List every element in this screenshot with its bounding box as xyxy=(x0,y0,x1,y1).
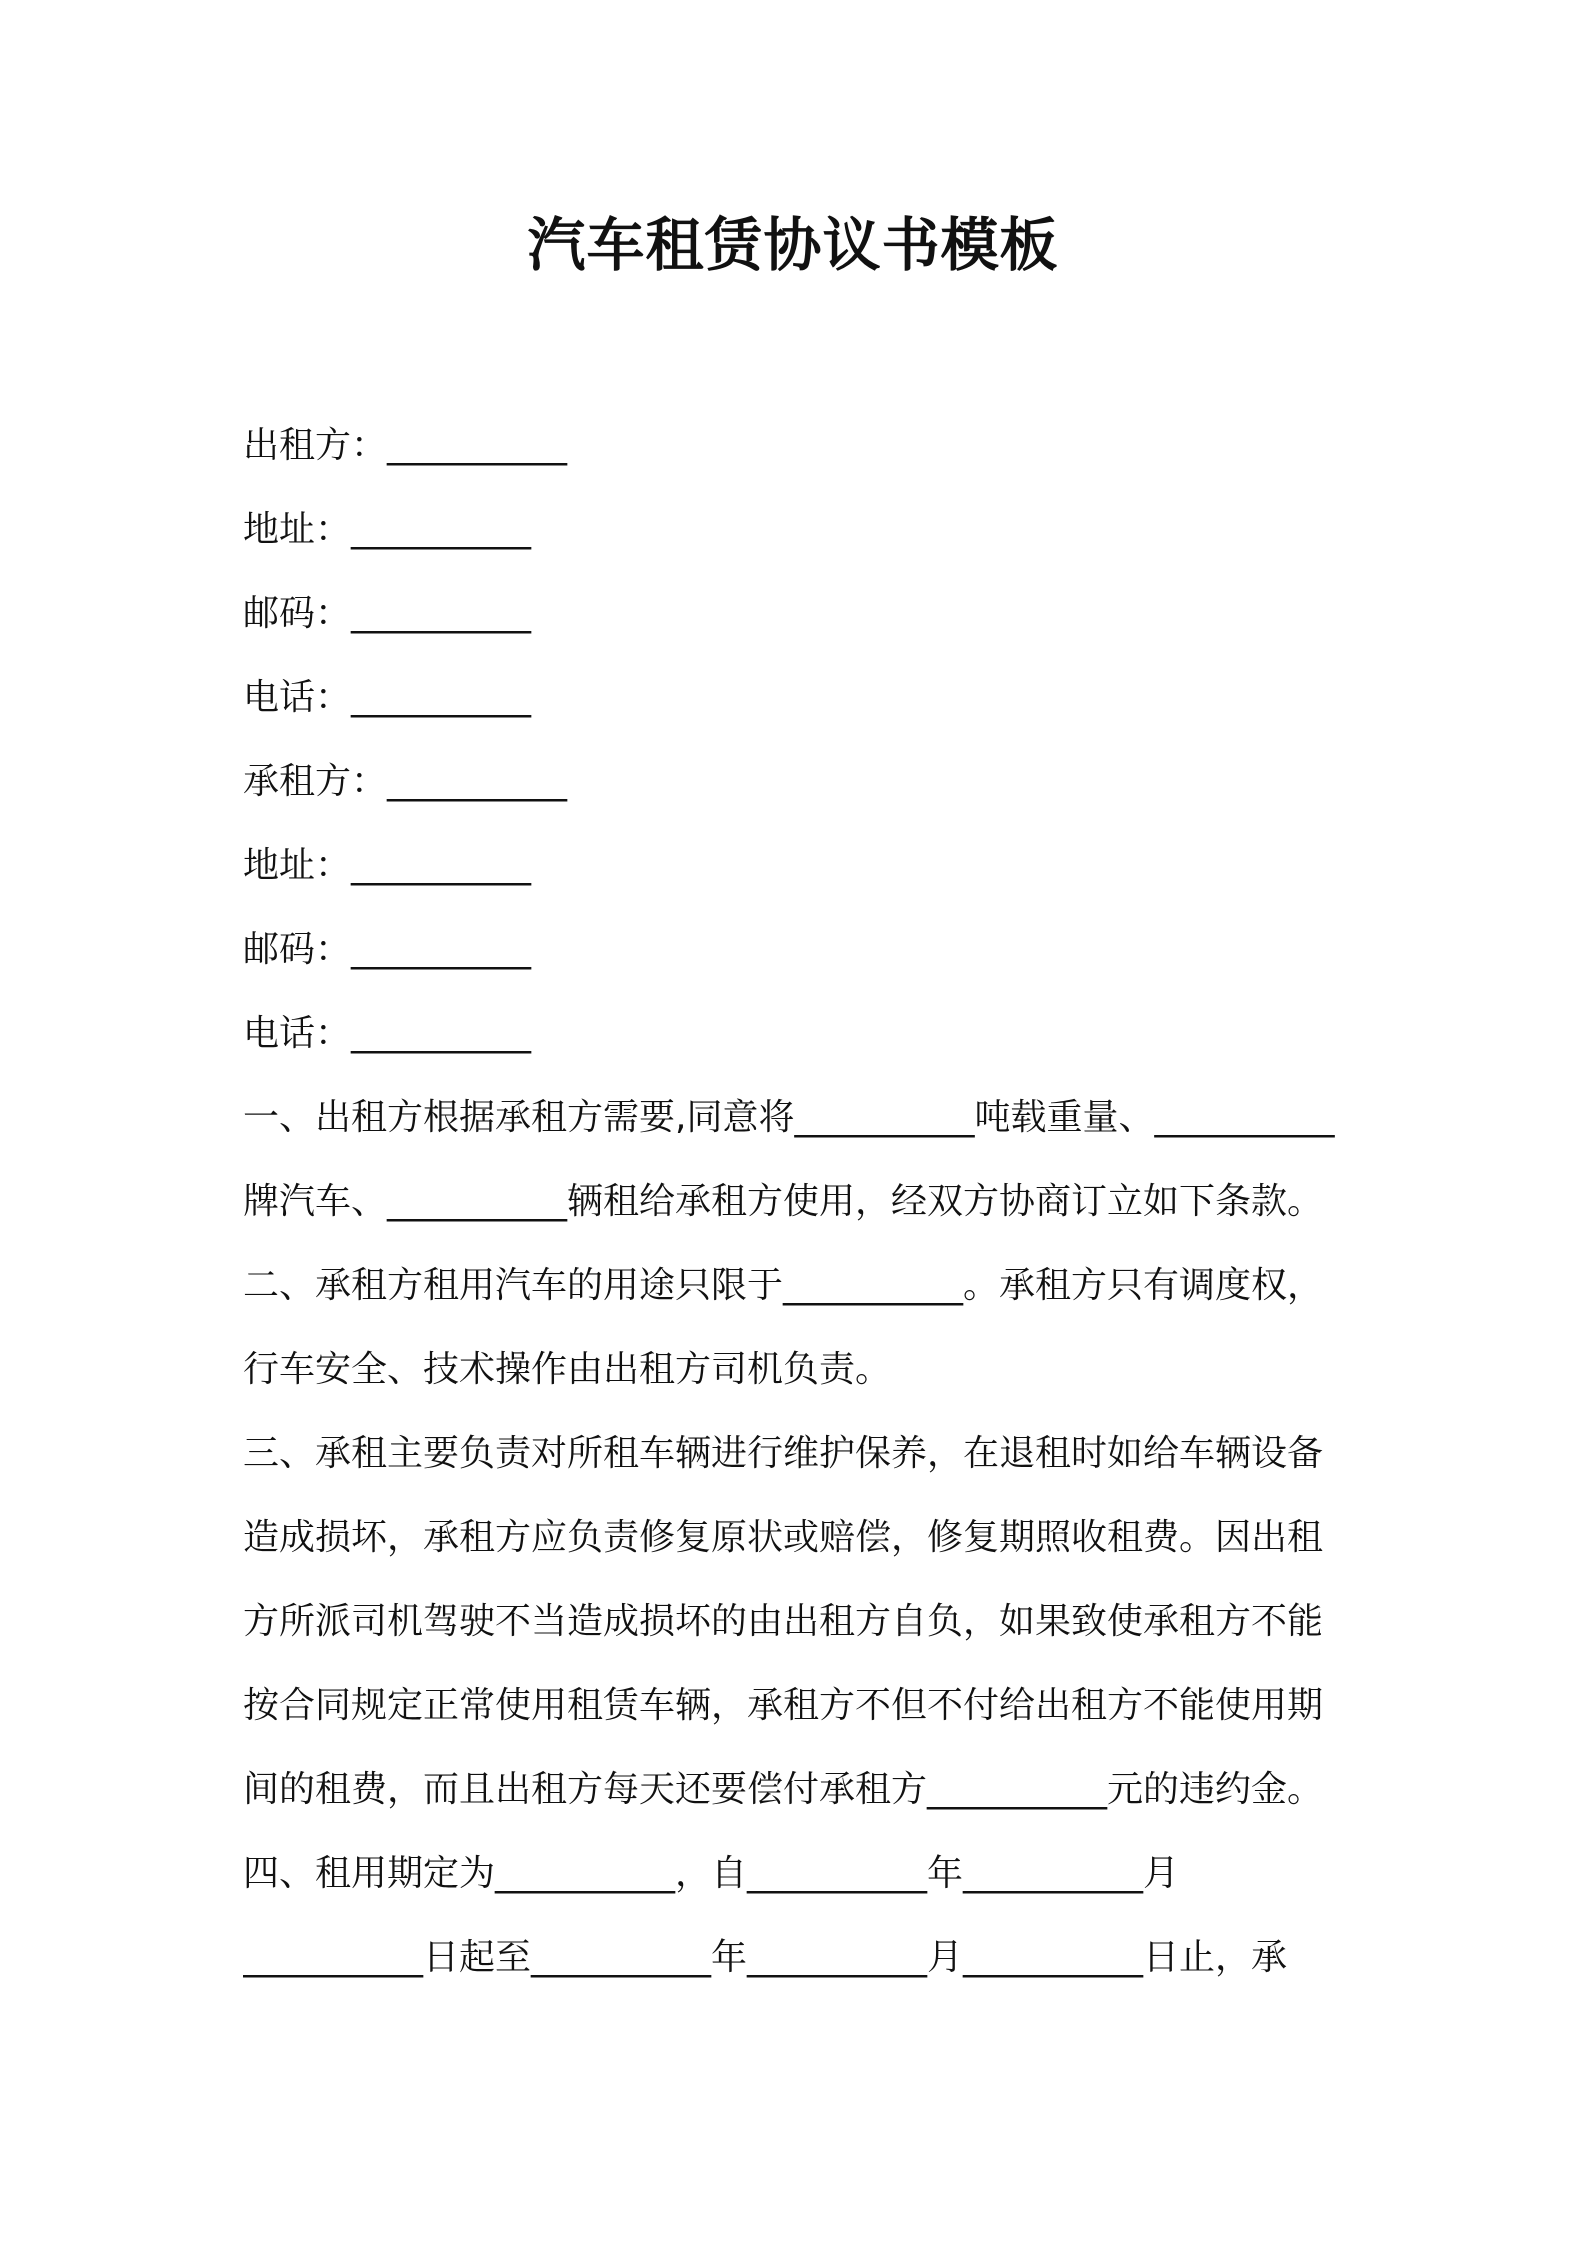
clause-2-line-2: 行车安全、技术操作由出租方司机负责。 xyxy=(243,1349,892,1390)
document-body xyxy=(243,404,1363,2000)
clause-1-line-2: 牌汽车、__________辆租给承租方使用，经双方协商订立如下条款。 xyxy=(243,1181,1324,1222)
clause-4-line-2: __________日起至__________年__________月__________日止，承 xyxy=(243,1937,1288,1978)
lessor-postcode-line: 邮码：__________ xyxy=(243,593,532,634)
clause-4-line-1: 四、租用期定为__________，自__________年__________月 xyxy=(243,1853,1180,1894)
clause-2-line-1: 二、承租方租用汽车的用途只限于__________。承租方只有调度权， xyxy=(243,1265,1324,1306)
clause-1-line-1: 一、出租方根据承租方需要,同意将__________吨载重量、__________ xyxy=(243,1097,1335,1138)
clause-3-line-5: 间的租费，而且出租方每天还要偿付承租方__________元的违约金。 xyxy=(243,1769,1324,1810)
clause-3-line-1: 三、承租主要负责对所租车辆进行维护保养，在退租时如给车辆设备 xyxy=(243,1433,1324,1474)
lessor-phone-line: 电话：__________ xyxy=(243,677,532,718)
clause-3-line-2: 造成损坏，承租方应负责修复原状或赔偿，修复期照收租费。因出租 xyxy=(243,1517,1324,1558)
lessor-address-line: 地址：__________ xyxy=(243,509,532,550)
lessee-postcode-line: 邮码：__________ xyxy=(243,929,532,970)
lessee-address-line: 地址：__________ xyxy=(243,845,532,886)
lessee-line: 承租方：__________ xyxy=(243,761,568,802)
lessee-phone-line: 电话：__________ xyxy=(243,1013,532,1054)
clause-3-line-3: 方所派司机驾驶不当造成损坏的由出租方自负，如果致使承租方不能 xyxy=(243,1601,1324,1642)
lessor-line: 出租方：__________ xyxy=(243,425,568,466)
document-title: 汽车租赁协议书模板 xyxy=(527,211,1059,279)
clause-3-line-4: 按合同规定正常使用租赁车辆，承租方不但不付给出租方不能使用期 xyxy=(243,1685,1324,1726)
